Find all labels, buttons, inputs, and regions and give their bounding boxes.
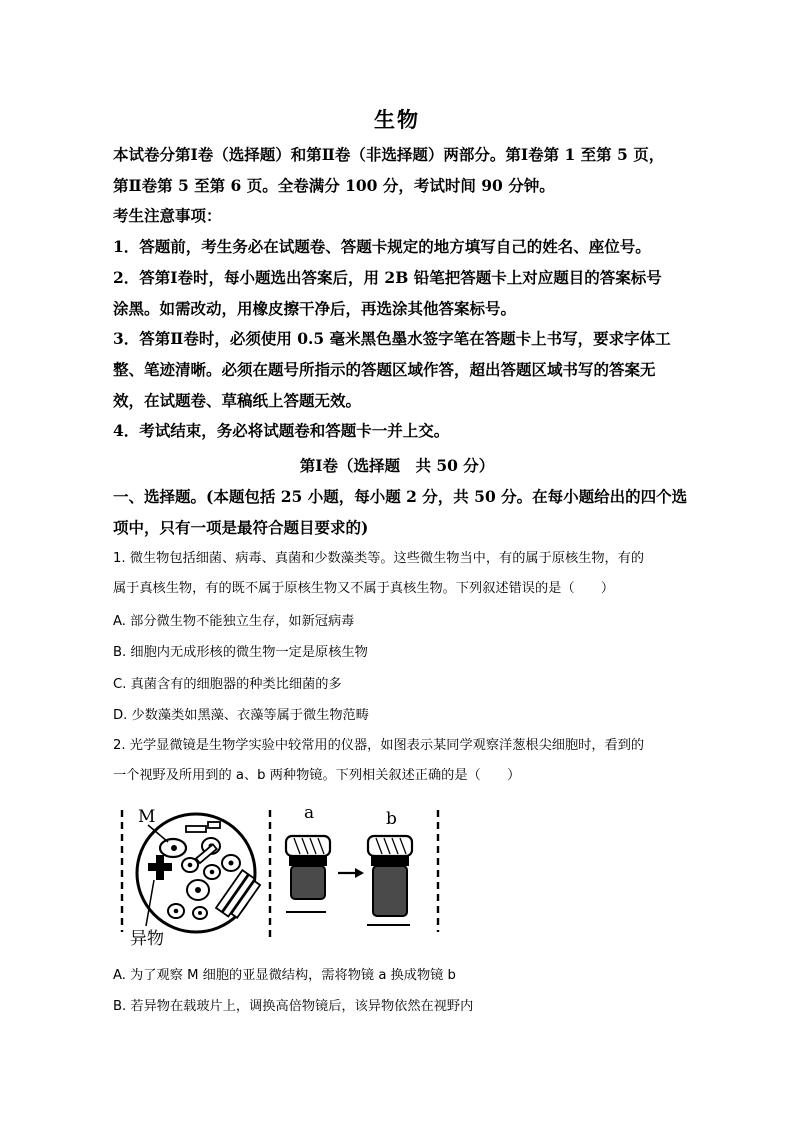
- cell-nucleus: [229, 861, 234, 866]
- intro-line: 本试卷分第Ⅰ卷（选择题）和第Ⅱ卷（非选择题）两部分。第Ⅰ卷第 1 至第 5 页，: [113, 145, 665, 164]
- microscope-figure: [118, 800, 448, 948]
- question-1-option-b: B. 细胞内无成形核的微生物一定是原核生物: [113, 645, 368, 660]
- notice-item-4: 4．考试结束，务必将试题卷和答题卡一并上交。: [113, 421, 450, 441]
- notice-item-3-cont: 效，在试题卷、草稿纸上答题无效。: [113, 390, 362, 410]
- objective-a-collar: [289, 856, 327, 866]
- notice-heading: 考生注意事项：: [113, 206, 222, 226]
- page-title: 生物: [374, 107, 420, 132]
- notice-item-2-cont: 涂黑。如需改动，用橡皮擦干净后，再选涂其他答案标号。: [113, 298, 517, 318]
- cell-nucleus: [198, 911, 202, 915]
- question-stem-line: 2. 光学显微镜是生物学实验中较常用的仪器，如图表示某同学观察洋葱根尖细胞时，看到的: [113, 738, 645, 753]
- part-heading-line: 一、选择题。(本题包括 25 小题，每小题 2 分，共 50 分。在每小题给出的四个选: [113, 487, 688, 506]
- arrow-head-icon: [355, 868, 364, 878]
- question-2-stem: [113, 731, 688, 790]
- section-title: 第Ⅰ卷（选择题 共 50 分）: [299, 456, 495, 475]
- objective-lens-b: [367, 809, 412, 925]
- question-2-option-a: A. 为了观察 M 细胞的亚显微结构，需将物镜 a 换成物镜 b: [113, 968, 456, 983]
- elongated-cell: [208, 822, 220, 828]
- cell-nucleus: [174, 909, 179, 914]
- exam-instructions: [113, 140, 688, 447]
- question-stem-line: 属于真核生物，有的既不属于原核生物又不属于真核生物。下列叙述错误的是（ ）: [113, 580, 615, 596]
- question-1-option-a: A. 部分微生物不能独立生存，如新冠病毒: [113, 614, 355, 629]
- objective-b-barrel: [373, 866, 407, 916]
- question-1-option-d: D. 少数藻类如黑藻、衣藻等属于微生物范畴: [113, 708, 369, 723]
- cell-nucleus: [188, 863, 193, 868]
- label-objective-b: b: [386, 809, 397, 829]
- cell-nucleus: [195, 887, 201, 893]
- label-m: M: [138, 807, 156, 827]
- notice-item-1: 1．答题前，考生务必在试题卷、答题卡规定的地方填写自己的姓名、座位号。: [113, 237, 651, 257]
- elongated-cell: [186, 826, 206, 832]
- notice-item-2: 2．答第Ⅰ卷时，每小题选出答案后，用 2B 铅笔把答题卡上对应题目的答案标号: [113, 267, 662, 287]
- question-2-option-b: B. 若异物在载玻片上，调换高倍物镜后，该异物依然在视野内: [113, 999, 474, 1014]
- objective-lens-a: [286, 803, 330, 912]
- question-1-option-c: C. 真菌含有的细胞器的种类比细菌的多: [113, 677, 342, 692]
- cell-nucleus: [171, 845, 177, 851]
- question-stem-line: 一个视野及所用到的 a、b 两种物镜。下列相关叙述正确的是（ ）: [113, 767, 521, 783]
- objective-b-collar: [371, 856, 409, 866]
- cell-nucleus: [210, 870, 215, 875]
- part-heading-line: 项中，只有一项是最符合题目要求的): [113, 517, 369, 537]
- notice-item-3: 3．答第Ⅱ卷时，必须使用 0.5 毫米黑色墨水签字笔在答题卡上书写，要求字体工: [113, 329, 671, 349]
- question-1-stem: [113, 544, 688, 603]
- label-foreign-object: 异物: [130, 929, 164, 948]
- notice-item-3-cont: 整、笔迹清晰。必须在题号所指示的答题区域作答，超出答题区域书写的答案无: [113, 359, 656, 379]
- question-stem-line: 1. 微生物包括细菌、病毒、真菌和少数藻类等。这些微生物当中，有的属于原核生物，有的: [113, 551, 645, 566]
- part-heading: [113, 482, 688, 543]
- objective-a-barrel: [291, 866, 325, 899]
- label-objective-a: a: [304, 803, 315, 823]
- intro-line: 第Ⅱ卷第 5 至第 6 页。全卷满分 100 分，考试时间 90 分钟。: [113, 175, 555, 195]
